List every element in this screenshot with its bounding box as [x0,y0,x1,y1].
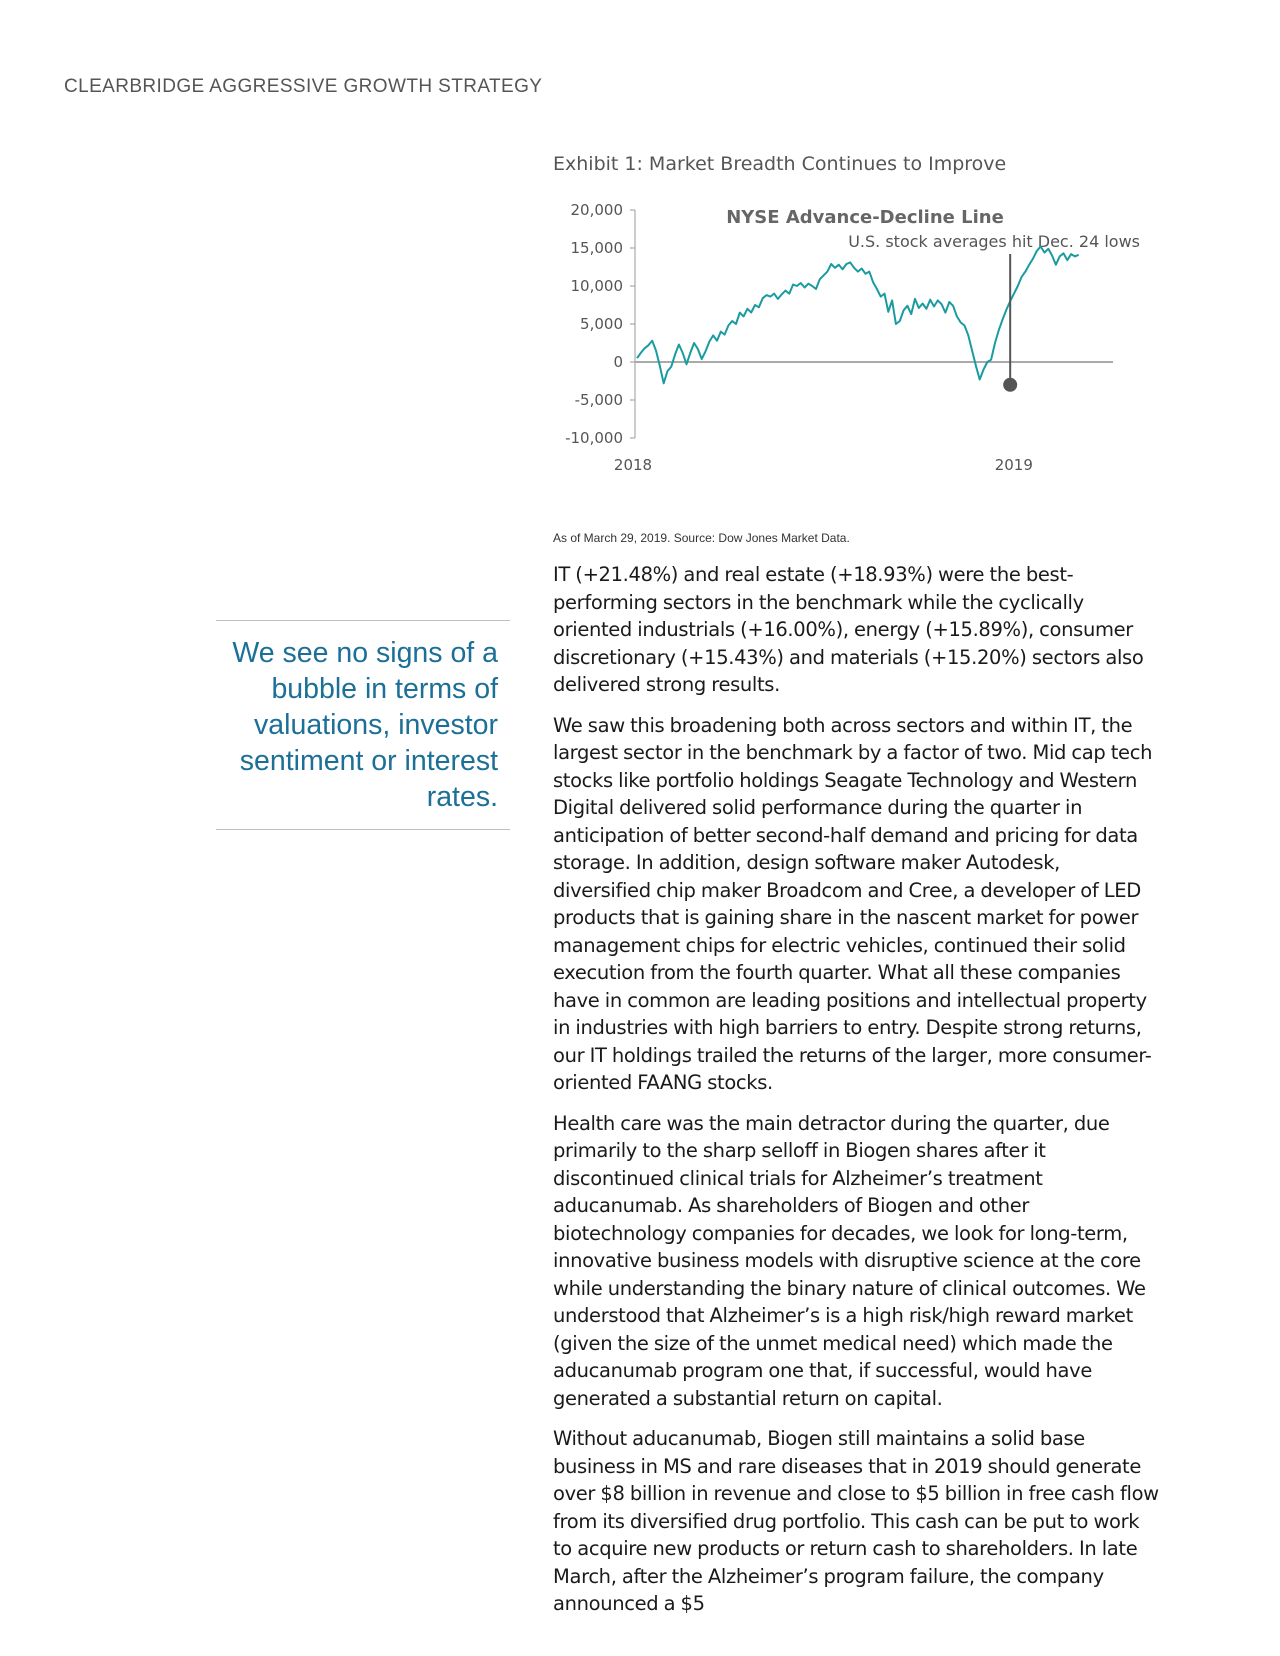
exhibit-source: As of March 29, 2019. Source: Dow Jones Market Data. [553,531,850,545]
y-axis [565,201,635,447]
y-tick-label: 10,000 [570,277,623,295]
advance-decline-chart [553,200,1153,510]
paragraph: Without aducanumab, Biogen still maintains a solid base business in MS and rare diseases that in 2019 should generate over $8 billion in revenue and close to $5 billion in free cash flow from its diversified drug portfolio. This cash can be put to work to acquire new products or return cash to shareholders. In late March, after the Alzheimer’s program failure, the company announced a $5 [553,1427,1159,1615]
y-tick-label: -5,000 [574,391,623,409]
chart-title: NYSE Advance-Decline Line [726,207,1004,228]
chart-svg [553,200,1153,500]
pull-quote-text: We see no signs of a bubble in terms of valuations, investor sentiment or interest rates. [232,637,498,813]
exhibit-title: Exhibit 1: Market Breadth Continues to Improve [553,153,1007,175]
chart-annotation: U.S. stock averages hit Dec. 24 lows [848,232,1140,251]
x-tick-label: 2019 [994,456,1033,474]
article-body [553,561,1163,1631]
paragraph: IT (+21.48%) and real estate (+18.93%) were the best-performing sectors in the benchmark while the cyclically oriented industrials (+16.00%), energy (+15.89%), consumer discretionary (+15.43%) and materials (+15.20%) sectors also delivered strong results. [553,563,1144,696]
paragraph: We saw this broadening both across sectors and within IT, the largest sector in the benchmark by a factor of two. Mid cap tech stocks like portfolio holdings Seagate Technology and Western Digital delivered solid performance during the quarter in anticipation of better second-half demand and pricing for data storage. In addition, design software maker Autodesk, diversified chip maker Broadcom and Cree, a developer of LED products that is gaining share in the nascent market for power management chips for electric vehicles, continued their solid execution from the fourth quarter. What all these companies have in common are leading positions and intellectual property in industries with high barriers to entry. Despite strong returns, our IT holdings trailed the returns of the larger, more consumer-oriented FAANG stocks. [553,713,1153,1094]
pull-quote [216,620,510,830]
y-tick-label: 0 [613,353,623,371]
y-tick-label: 5,000 [580,315,623,333]
y-tick-label: 20,000 [570,201,623,219]
dec-24-low-marker [1003,378,1017,392]
y-tick-label: 15,000 [570,239,623,257]
paragraph: Health care was the main detractor during the quarter, due primarily to the sharp selloff in Biogen shares after it discontinued clinical trials for Alzheimer’s treatment aducanumab. As shareholders of Biogen and other biotechnology companies for decades, we look for long-term, innovative business models with disruptive science at the core while understanding the binary nature of clinical outcomes. We understood that Alzheimer’s is a high risk/high reward market (given the size of the unmet medical need) which made the aducanumab program one that, if successful, would have generated a substantial return on capital. [553,1111,1146,1410]
page-header: CLEARBRIDGE AGGRESSIVE GROWTH STRATEGY [64,76,543,97]
plot-area [635,247,1113,392]
x-axis [614,456,1033,474]
y-tick-label: -10,000 [565,429,623,447]
x-tick-label: 2018 [613,456,653,474]
